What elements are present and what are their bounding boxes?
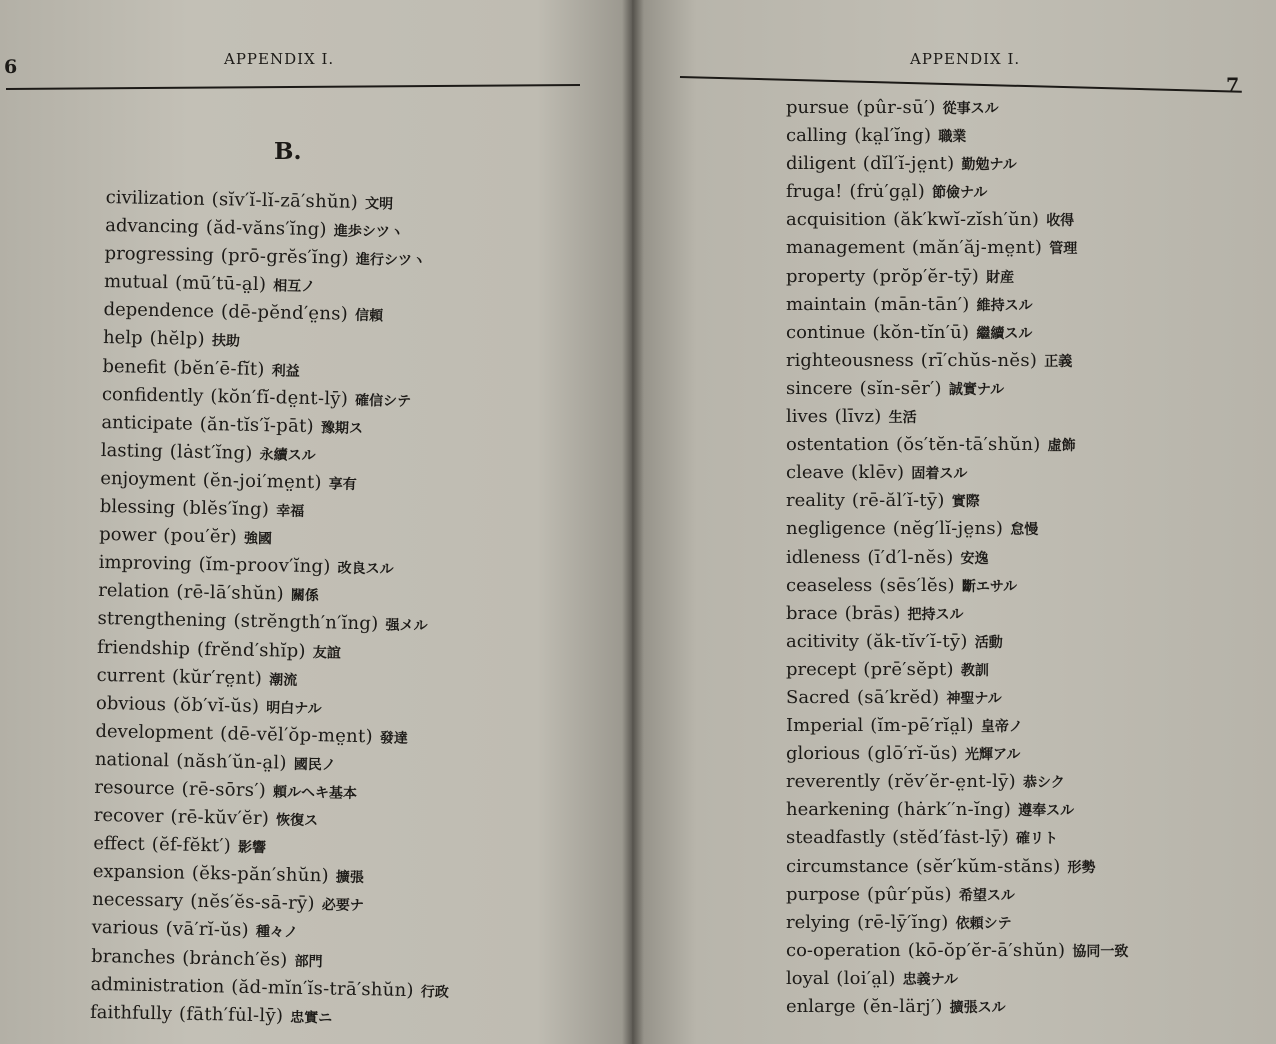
entry-word: current: [96, 664, 166, 687]
entry-word: benefit: [102, 355, 167, 378]
entry-pronunciation: (dē-vĕl′ŏp-me̤nt): [219, 723, 374, 748]
vocabulary-entry: [786, 459, 1135, 487]
vocabulary-entry: [786, 347, 1135, 375]
entry-word: help: [102, 327, 143, 350]
entry-pronunciation: (hĕlp): [149, 328, 206, 351]
vocabulary-entry: [786, 263, 1135, 291]
header-rule: [680, 76, 1242, 93]
entry-translation: 頼ルヘキ基本: [272, 784, 358, 802]
entry-pronunciation: (ăk′kwĭ-zĭsh′ŭn): [893, 209, 1040, 231]
entry-translation: 進行シツヽ: [355, 252, 427, 270]
vocabulary-entry: [786, 993, 1135, 1021]
vocabulary-list: [786, 94, 1135, 1021]
entry-translation: 正義: [1044, 353, 1073, 370]
entry-pronunciation: (ĕn-lärj′): [862, 996, 943, 1017]
entry-pronunciation: (bĕn′ē-fĭt): [172, 356, 265, 380]
left-page: [0, 0, 632, 1044]
entry-translation: 必要ナ: [321, 897, 364, 915]
entry-translation: 改良スル: [337, 560, 394, 578]
entry-translation: 確信シテ: [354, 392, 412, 410]
vocabulary-entry: [786, 150, 1135, 178]
vocabulary-entry: [786, 94, 1135, 122]
vocabulary-list: [90, 184, 471, 1034]
entry-word: cleave: [786, 462, 845, 484]
entry-translation: 忠實ニ: [290, 1009, 333, 1027]
entry-translation: 管理: [1049, 241, 1078, 258]
entry-word: ostentation: [786, 434, 889, 456]
entry-word: resource: [94, 776, 175, 800]
entry-translation: 享有: [328, 476, 357, 493]
entry-pronunciation: (sā′krĕd): [856, 686, 940, 708]
entry-translation: 影響: [237, 839, 267, 857]
entry-word: righteousness: [786, 349, 914, 371]
entry-pronunciation: (rē-kŭv′ĕr): [170, 806, 270, 830]
entry-pronunciation: (mān-tān′): [873, 293, 970, 315]
entry-word: dependence: [103, 299, 215, 323]
entry-translation: 利益: [271, 362, 300, 380]
entry-pronunciation: (pûr-sū′): [856, 97, 936, 118]
entry-word: calling: [786, 125, 848, 147]
entry-word: purpose: [786, 883, 860, 905]
entry-pronunciation: (ĕf-fĕkt′): [151, 834, 232, 857]
entry-word: strengthening: [97, 608, 227, 632]
entry-translation: 光輝アル: [964, 747, 1021, 764]
entry-translation: 相互ノ: [273, 278, 316, 296]
entry-pronunciation: (dĭl′ĭ-je̤nt): [862, 153, 955, 175]
entry-word: enlarge: [786, 996, 856, 1017]
entry-word: Sacred: [786, 686, 850, 708]
entry-pronunciation: (ĕn-joi′me̤nt): [202, 469, 322, 494]
page-number: 7: [1226, 74, 1240, 96]
entry-word: diligent: [786, 153, 856, 175]
entry-word: steadfastly: [786, 827, 886, 849]
entry-translation: 扶助: [211, 333, 241, 351]
entry-translation: 確リト: [1016, 831, 1059, 848]
entry-translation: 節儉ナル: [932, 185, 988, 202]
entry-pronunciation: (sĭv′ĭ-lĭ-zā′shŭn): [211, 189, 359, 213]
entry-translation: 關係: [290, 587, 320, 605]
entry-pronunciation: (mū′tū-a̤l): [174, 272, 267, 296]
entry-word: improving: [98, 552, 192, 575]
entry-word: enjoyment: [100, 467, 196, 491]
entry-word: reverently: [786, 771, 881, 793]
entry-pronunciation: (dē-pĕnd′e̤ns): [220, 301, 349, 326]
entry-pronunciation: (ī′d′l-nĕs): [867, 546, 954, 568]
entry-word: negligence: [786, 518, 886, 540]
entry-translation: 行政: [420, 983, 449, 1001]
entry-word: development: [95, 720, 214, 744]
entry-translation: 豫期ス: [320, 419, 364, 437]
entry-translation: 斷エサル: [961, 578, 1018, 595]
entry-translation: 實際: [951, 494, 980, 511]
entry-word: various: [91, 917, 159, 940]
vocabulary-entry: [786, 656, 1135, 684]
entry-word: fruga!: [786, 181, 843, 203]
entry-translation: 忠義ナル: [902, 971, 958, 988]
entry-word: loyal: [786, 967, 830, 989]
entry-translation: 進歩シツヽ: [333, 223, 404, 241]
entry-pronunciation: (pou′ĕr): [163, 525, 238, 548]
entry-translation: 種々ノ: [255, 924, 299, 942]
vocabulary-entry: [786, 684, 1135, 712]
entry-pronunciation: (ĭm-proov′ĭng): [198, 554, 331, 578]
entry-pronunciation: (nĕg′lĭ-je̤ns): [892, 518, 1004, 540]
entry-word: acitivity: [786, 630, 859, 652]
entry-pronunciation: (rē-lā′shŭn): [176, 581, 285, 605]
entry-pronunciation: (rē-ăl′ĭ-tȳ): [851, 490, 945, 512]
entry-pronunciation: (ĭm-pē′rĭa̤l): [870, 715, 974, 737]
entry-word: advancing: [104, 215, 200, 238]
entry-pronunciation: (prŏp′ĕr-tȳ): [872, 265, 980, 287]
entry-pronunciation: (ăd-văns′ĭng): [205, 217, 328, 241]
entry-pronunciation: (vā′rĭ-ŭs): [165, 918, 250, 942]
entry-translation: 幸福: [276, 503, 305, 520]
vocabulary-entry: [786, 909, 1135, 937]
entry-pronunciation: (kŏn-tĭn′ū): [872, 321, 970, 343]
entry-pronunciation: (nĕs′ĕs-sā-rȳ): [190, 891, 316, 915]
vocabulary-entry: [786, 178, 1135, 206]
entry-pronunciation: (ăk-tĭv′ĭ-tȳ): [865, 630, 968, 652]
entry-word: recover: [93, 804, 164, 828]
entry-translation: 活動: [974, 634, 1003, 651]
vocabulary-entry: [786, 122, 1135, 150]
entry-pronunciation: (ŏb′vĭ-ŭs): [172, 694, 260, 717]
entry-pronunciation: (fāth′fu̇l-lȳ): [178, 1003, 284, 1027]
entry-word: idleness: [786, 546, 861, 568]
entry-pronunciation: (blĕs′ĭng): [181, 497, 270, 521]
entry-translation: 職業: [938, 129, 967, 146]
entry-translation: 繼續スル: [976, 325, 1033, 342]
entry-word: branches: [90, 945, 176, 968]
entry-pronunciation: (brās): [844, 602, 901, 624]
entry-pronunciation: (stĕd′fȧst-lȳ): [892, 827, 1010, 849]
entry-translation: 強國: [243, 530, 273, 548]
entry-translation: 部門: [294, 953, 323, 970]
entry-word: hearkening: [786, 799, 890, 821]
vocabulary-entry: [786, 234, 1135, 262]
entry-translation: 教訓: [960, 662, 989, 679]
vocabulary-entry: [786, 853, 1135, 881]
entry-translation: 皇帝ノ: [980, 719, 1023, 736]
entry-translation: 神聖ナル: [946, 690, 1002, 707]
running-head: APPENDIX I.: [910, 50, 1021, 68]
entry-word: maintain: [786, 293, 867, 315]
entry-pronunciation: (strĕngth′n′ĭng): [233, 610, 379, 635]
entry-pronunciation: (glō′rĭ-ŭs): [867, 743, 958, 765]
entry-pronunciation: (klēv): [851, 462, 905, 484]
entry-pronunciation: (kŏn′fĭ-de̤nt-lȳ): [210, 385, 349, 410]
vocabulary-entry: [786, 403, 1135, 431]
vocabulary-entry: [786, 291, 1135, 319]
entry-word: reality: [786, 490, 845, 512]
entry-translation: 希望スル: [958, 887, 1015, 904]
entry-word: sincere: [786, 377, 853, 399]
vocabulary-entry: [786, 937, 1135, 965]
entry-word: mutual: [103, 271, 169, 294]
vocabulary-entry: [786, 431, 1135, 459]
entry-word: property: [786, 265, 866, 287]
entry-pronunciation: (frĕnd′shĭp): [196, 638, 307, 662]
entry-pronunciation: (ăn-tĭs′ĭ-pāt): [199, 413, 315, 437]
entry-word: relying: [786, 911, 851, 933]
entry-translation: 形勢: [1067, 859, 1096, 876]
entry-word: acquisition: [786, 209, 887, 231]
entry-word: relation: [97, 580, 170, 603]
vocabulary-entry: [786, 487, 1135, 515]
entry-word: Imperial: [786, 715, 864, 737]
entry-translation: 强メル: [385, 617, 428, 635]
entry-translation: 勤勉ナル: [961, 157, 1017, 174]
entry-pronunciation: (pûr′pŭs): [866, 883, 952, 905]
header-rule: [6, 84, 580, 90]
entry-translation: 生活: [888, 410, 917, 427]
entry-pronunciation: (prō-grĕs′ĭng): [220, 245, 350, 269]
vocabulary-entry: [786, 965, 1135, 993]
vocabulary-entry: [786, 600, 1135, 628]
entry-pronunciation: (sēs′lĕs): [879, 574, 955, 596]
entry-translation: 依頼シテ: [955, 915, 1012, 932]
entry-translation: 怠慢: [1010, 522, 1039, 539]
section-heading: B.: [274, 138, 302, 165]
entry-word: continue: [786, 321, 866, 343]
entry-translation: 虛飾: [1047, 438, 1076, 455]
vocabulary-entry: [786, 572, 1135, 600]
entry-word: friendship: [96, 636, 191, 660]
entry-word: ceaseless: [786, 574, 873, 596]
vocabulary-entry: [786, 628, 1135, 656]
entry-translation: 維持スル: [976, 297, 1033, 314]
entry-translation: 擴張スル: [949, 1000, 1006, 1016]
entry-pronunciation: (ăd-mĭn′ĭs-trā′shŭn): [231, 976, 415, 1001]
entry-pronunciation: (lȧst′ĭng): [169, 441, 253, 464]
entry-word: lives: [786, 406, 828, 428]
entry-pronunciation: (hȧrk′′n-ĭng): [896, 799, 1012, 821]
entry-word: anticipate: [101, 411, 193, 435]
entry-word: administration: [90, 973, 225, 998]
entry-word: circumstance: [786, 855, 909, 877]
entry-translation: 安逸: [960, 550, 989, 567]
entry-translation: 文明: [364, 195, 394, 213]
vocabulary-entry: [786, 740, 1135, 768]
entry-pronunciation: (năsh′ŭn-a̤l): [175, 750, 288, 774]
entry-translation: 信頼: [354, 308, 384, 325]
vocabulary-entry: [786, 319, 1135, 347]
vocabulary-entry: [786, 515, 1135, 543]
vocabulary-entry: [786, 206, 1135, 234]
entry-word: progressing: [104, 243, 214, 267]
entry-word: obvious: [95, 692, 167, 715]
entry-word: national: [94, 748, 170, 772]
entry-translation: 發達: [379, 730, 408, 747]
entry-word: effect: [93, 833, 145, 856]
entry-pronunciation: (brȧnch′ĕs): [181, 947, 288, 971]
entry-translation: 擴張: [335, 869, 365, 887]
entry-translation: 國民ノ: [293, 756, 336, 774]
entry-translation: 財産: [986, 269, 1015, 286]
entry-pronunciation: (ĕks-păn′shŭn): [191, 863, 330, 887]
vocabulary-entry: [786, 824, 1135, 852]
entry-word: co-operation: [786, 939, 901, 961]
entry-pronunciation: (ŏs′tĕn-tā′shŭn): [895, 434, 1041, 456]
entry-translation: 潮流: [269, 671, 298, 689]
entry-word: pursue: [786, 97, 850, 118]
entry-word: necessary: [92, 889, 184, 912]
entry-word: confidently: [101, 383, 204, 407]
vocabulary-entry: [786, 375, 1135, 403]
entry-word: brace: [786, 602, 838, 624]
entry-translation: 遵奉スル: [1018, 803, 1075, 820]
entry-pronunciation: (rī′chŭs-nĕs): [920, 349, 1038, 371]
vocabulary-entry: [786, 712, 1135, 740]
entry-translation: 永續スル: [259, 446, 316, 464]
entry-pronunciation: (kŭr′re̤nt): [171, 665, 263, 689]
entry-word: civilization: [105, 186, 205, 210]
entry-translation: 友誼: [312, 644, 341, 662]
entry-pronunciation: (kō-ŏp′ĕr-ā′shŭn): [907, 939, 1066, 961]
vocabulary-entry: [786, 544, 1135, 572]
entry-pronunciation: (līvz): [834, 406, 882, 428]
book-gutter: [622, 0, 644, 1044]
entry-translation: 誠實ナル: [948, 381, 1005, 398]
entry-translation: 恢復ス: [275, 812, 319, 830]
entry-pronunciation: (măn′ăj-me̤nt): [911, 237, 1043, 259]
entry-translation: 把持スル: [907, 606, 964, 623]
entry-translation: 協同一致: [1072, 943, 1129, 960]
entry-pronunciation: (ka̤l′ĭng): [854, 125, 932, 147]
entry-pronunciation: (prē′sĕpt): [863, 658, 954, 680]
entry-pronunciation: (fru̇′ga̤l): [849, 181, 926, 203]
entry-word: management: [786, 237, 905, 259]
entry-pronunciation: (sĭn-sēr′): [859, 377, 942, 399]
entry-pronunciation: (rē-sōrs′): [181, 778, 267, 802]
entry-word: power: [99, 524, 157, 547]
entry-word: glorious: [786, 743, 861, 765]
entry-word: blessing: [99, 495, 176, 519]
running-head: APPENDIX I.: [224, 50, 335, 68]
page-number: 6: [4, 56, 18, 78]
entry-translation: 從事スル: [942, 101, 999, 117]
vocabulary-entry: [786, 881, 1135, 909]
entry-pronunciation: (rĕv′ĕr-e̤nt-lȳ): [887, 771, 1016, 793]
vocabulary-entry: [786, 796, 1135, 824]
entry-translation: 明白ナル: [266, 699, 322, 717]
entry-pronunciation: (loi′a̤l): [836, 967, 896, 989]
entry-word: expansion: [92, 861, 186, 884]
entry-translation: 恭シク: [1022, 775, 1065, 792]
entry-pronunciation: (rē-lȳ′ĭng): [857, 911, 949, 933]
entry-translation: 固着スル: [911, 466, 968, 483]
entry-translation: 收得: [1046, 213, 1075, 230]
entry-word: faithfully: [89, 1001, 173, 1025]
entry-word: precept: [786, 658, 857, 680]
entry-word: lasting: [100, 439, 163, 462]
entry-pronunciation: (sĕr′kŭm-stăns): [915, 855, 1061, 877]
vocabulary-entry: [786, 768, 1135, 796]
